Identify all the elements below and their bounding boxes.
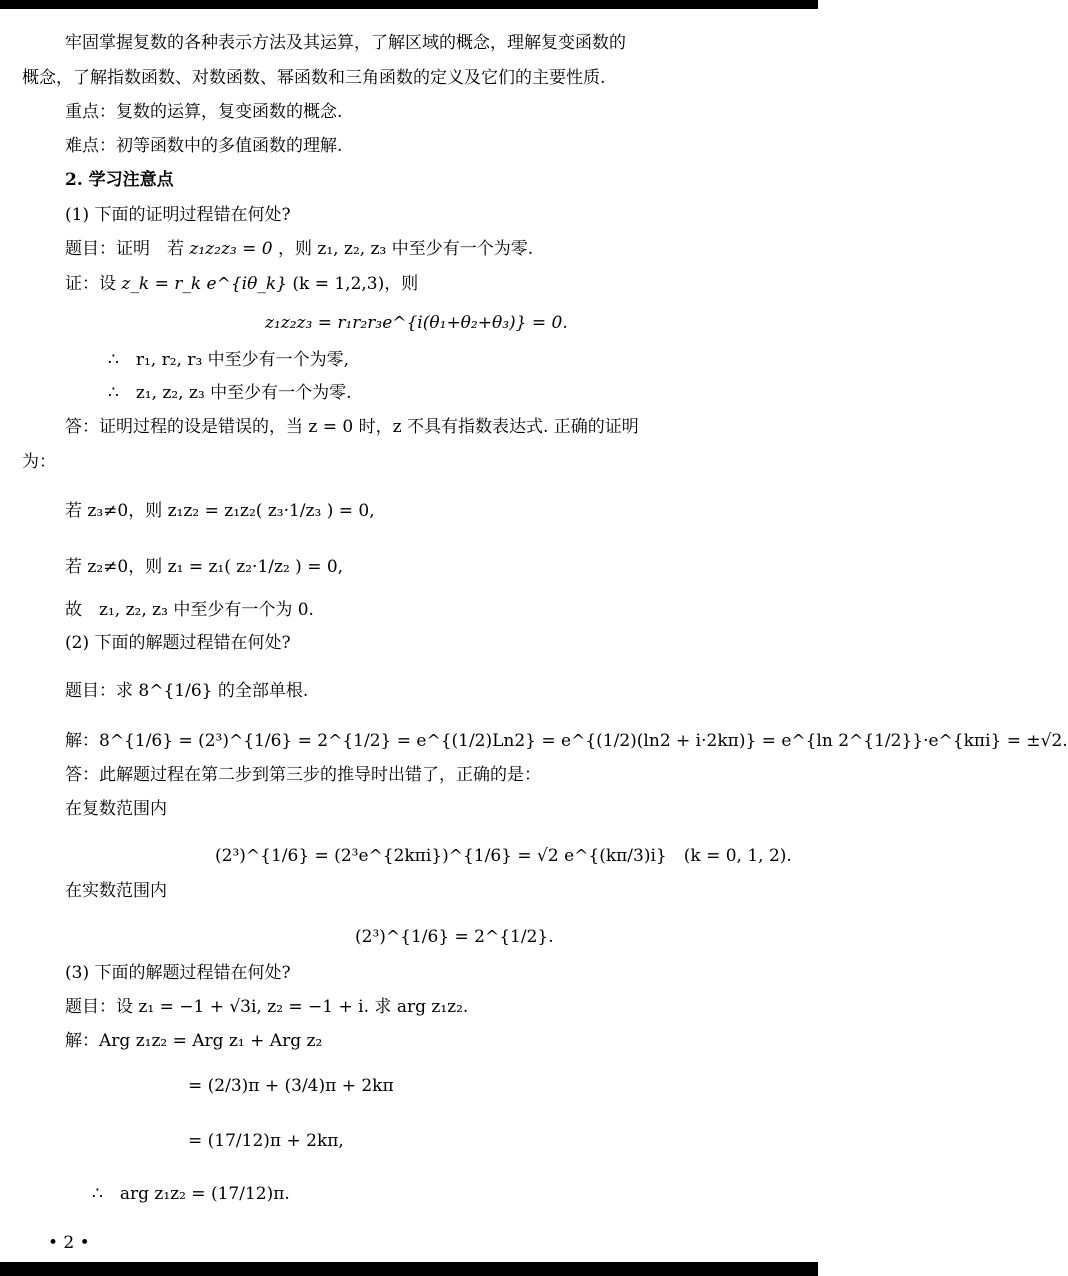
q2-real-label: 在实数范围内: [65, 881, 167, 901]
q1-proof-range: (k = 1,2,3)，则: [292, 274, 419, 294]
q1-problem-rest: ，则 z₁, z₂, z₃ 中至少有一个为零.: [278, 239, 534, 259]
key-points: 重点：复数的运算，复变函数的概念.: [65, 102, 343, 122]
q2-complex-equation: (2³)^{1/6} = (2³e^{2kπi})^{1/6} = √2 e^{(kπ/3)i} (k = 0, 1, 2).: [215, 846, 792, 866]
q3-solution-line-4: ∴ arg z₁z₂ = (17/12)π.: [92, 1184, 290, 1204]
q1-problem: [65, 238, 533, 260]
q2-solution: 解：8^{1/6} = (2³)^{1/6} = 2^{1/2} = e^{(1/2)Ln2} = e^{(1/2)(ln2 + i·2kπ)} = e^{ln 2^{1/2}}·e^{kπi} = ±√2.: [65, 731, 1068, 751]
q1-heading: (1) 下面的证明过程错在何处?: [65, 205, 291, 225]
q3-heading: (3) 下面的解题过程错在何处?: [65, 963, 291, 983]
intro-line-2: 概念，了解指数函数、对数函数、幂函数和三角函数的定义及它们的主要性质.: [22, 68, 606, 88]
q1-proof: [65, 273, 418, 295]
q1-proof-label: 证：设: [65, 274, 116, 294]
q1-answer-line-1: 答：证明过程的设是错误的，当 z = 0 时，z 不具有指数表达式. 正确的证明: [65, 417, 639, 437]
q2-complex-label: 在复数范围内: [65, 799, 167, 819]
q1-case-1: 若 z₃≠0，则 z₁z₂ = z₁z₂( z₃·1/z₃ ) = 0,: [65, 501, 375, 521]
q1-case-2: 若 z₂≠0，则 z₁ = z₁( z₂·1/z₂ ) = 0,: [65, 557, 344, 577]
q2-real-equation: (2³)^{1/6} = 2^{1/2}.: [355, 927, 554, 947]
q2-problem: 题目：求 8^{1/6} 的全部单根.: [65, 681, 309, 701]
page-number: • 2 •: [48, 1233, 90, 1253]
q3-solution-line-3: = (17/12)π + 2kπ,: [188, 1131, 344, 1151]
difficult-points: 难点：初等函数中的多值函数的理解.: [65, 136, 343, 156]
q1-answer-line-2: 为：: [22, 452, 56, 472]
q1-problem-condition: z₁z₂z₃ = 0: [189, 239, 273, 259]
section-title: 2. 学习注意点: [65, 170, 174, 190]
intro-line-1: 牢固掌握复数的各种表示方法及其运算，了解区域的概念，理解复变函数的: [65, 33, 626, 53]
q1-problem-label: 题目：证明 若: [65, 239, 184, 259]
q3-problem: 题目：设 z₁ = −1 + √3i, z₂ = −1 + i. 求 arg z₁z₂.: [65, 997, 469, 1017]
q2-answer: 答：此解题过程在第二步到第三步的推导时出错了，正确的是：: [65, 765, 541, 785]
q1-therefore-2: ∴ z₁, z₂, z₃ 中至少有一个为零.: [108, 383, 352, 403]
q3-solution-line-2: = (2/3)π + (3/4)π + 2kπ: [188, 1076, 394, 1096]
q1-proof-definition: z_k = r_k e^{iθ_k}: [121, 274, 287, 294]
q1-conclusion: 故 z₁, z₂, z₃ 中至少有一个为 0.: [65, 600, 314, 620]
bottom-border: [0, 1262, 818, 1276]
q1-proof-equation: z₁z₂z₃ = r₁r₂r₃e^{i(θ₁+θ₂+θ₃)} = 0.: [265, 313, 568, 333]
q2-heading: (2) 下面的解题过程错在何处?: [65, 633, 291, 653]
q3-solution-line-1: 解：Arg z₁z₂ = Arg z₁ + Arg z₂: [65, 1031, 323, 1051]
top-border: [0, 0, 818, 9]
q1-therefore-1: ∴ r₁, r₂, r₃ 中至少有一个为零,: [108, 350, 350, 370]
